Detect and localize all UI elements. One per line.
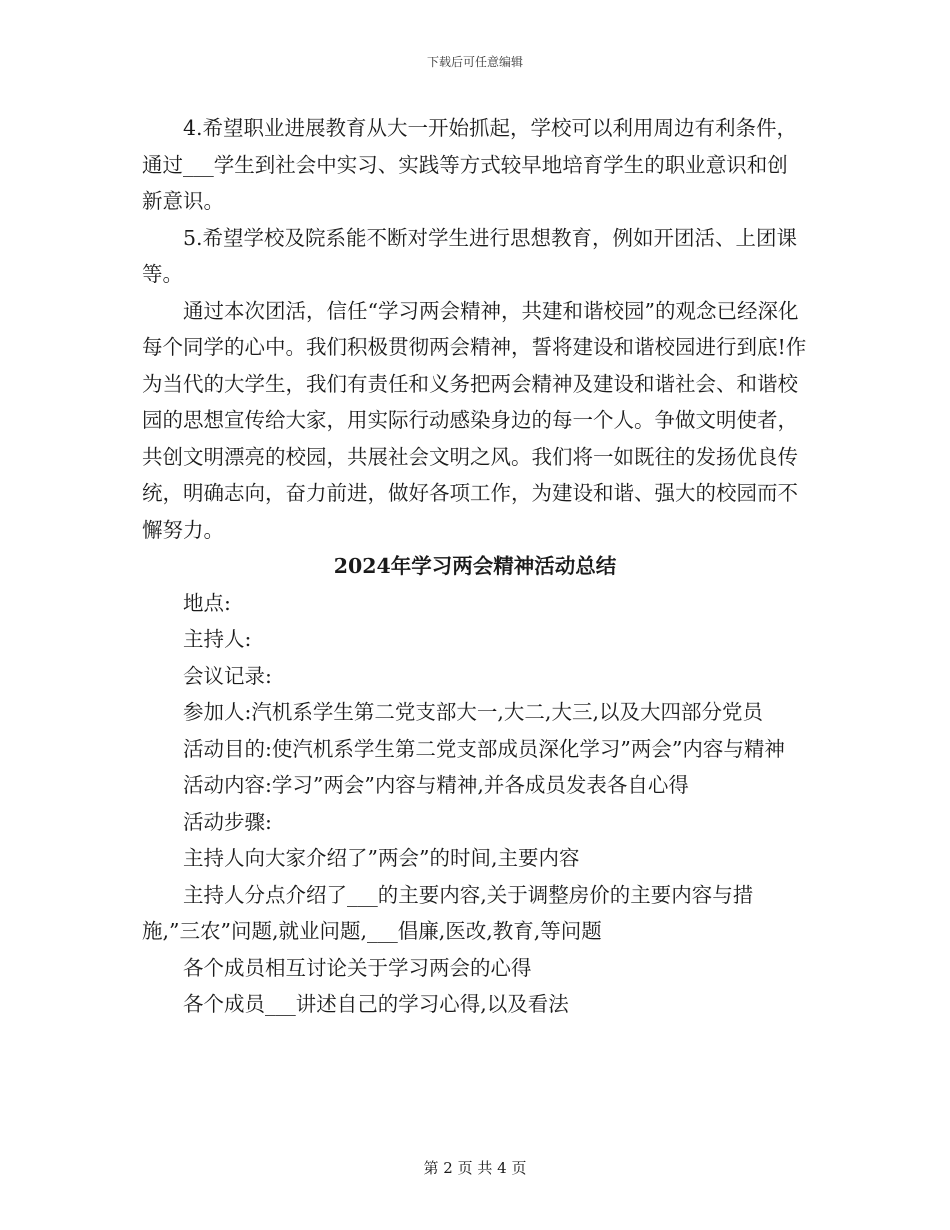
field-participants: 参加人:汽机系学生第二党支部大一,大二,大三,以及大四部分党员 — [183, 700, 763, 724]
field-minutes: 会议记录: — [183, 663, 272, 688]
document-body — [142, 110, 808, 1023]
step-item: 主持人分点介绍了___的主要内容,关于调整房价的主要内容与措施,”三农”问题,就业问题,___倡廉,医改,教育,等问题 — [142, 882, 754, 943]
paragraph-conclusion: 通过本次团活，信任“学习两会精神，共建和谐校园”的观念已经深化每个同学的心中。我们积极贯彻两会精神，誓将建设和谐校园进行到底!作为当代的大学生，我们有责任和义务把两会精神及建设和谐社会、和谐校园的思想宣传给大家，用实际行动感染身边的每一个人。争做文明使者，共创文明漂亮的校园，共展社会文明之风。我们将一如既往的发扬优良传统，明确志向，奋力前进，做好各项工作，为建设和谐、强大的校园而不懈努力。 — [142, 298, 807, 542]
page-number: 第 2 页 共 4 页 — [423, 1159, 527, 1177]
field-location: 地点: — [183, 590, 231, 615]
field-steps: 活动步骤: — [183, 809, 272, 834]
section-title: 2024年学习两会精神活动总结 — [333, 554, 617, 578]
step-item: 各个成员___讲述自己的学习心得,以及看法 — [183, 992, 569, 1016]
step-item: 主持人向大家介绍了”两会”的时间,主要内容 — [183, 846, 580, 870]
field-content: 活动内容:学习”两会”内容与精神,并各成员发表各自心得 — [183, 773, 689, 797]
paragraph-item-4: 4.希望职业进展教育从大一开始抓起，学校可以利用周边有利条件，通过___学生到社会中实习、实践等方式较早地培育学生的职业意识和创新意识。 — [142, 116, 798, 213]
field-purpose: 活动目的:使汽机系学生第二党支部成员深化学习”两会”内容与精神 — [183, 736, 785, 761]
paragraph-item-5: 5.希望学校及院系能不断对学生进行思想教育，例如开团活、上团课等。 — [142, 225, 798, 286]
field-host: 主持人: — [183, 627, 252, 651]
page-header-note: 下载后可任意编辑 — [426, 55, 523, 69]
step-item: 各个成员相互讨论关于学习两会的心得 — [183, 955, 532, 980]
